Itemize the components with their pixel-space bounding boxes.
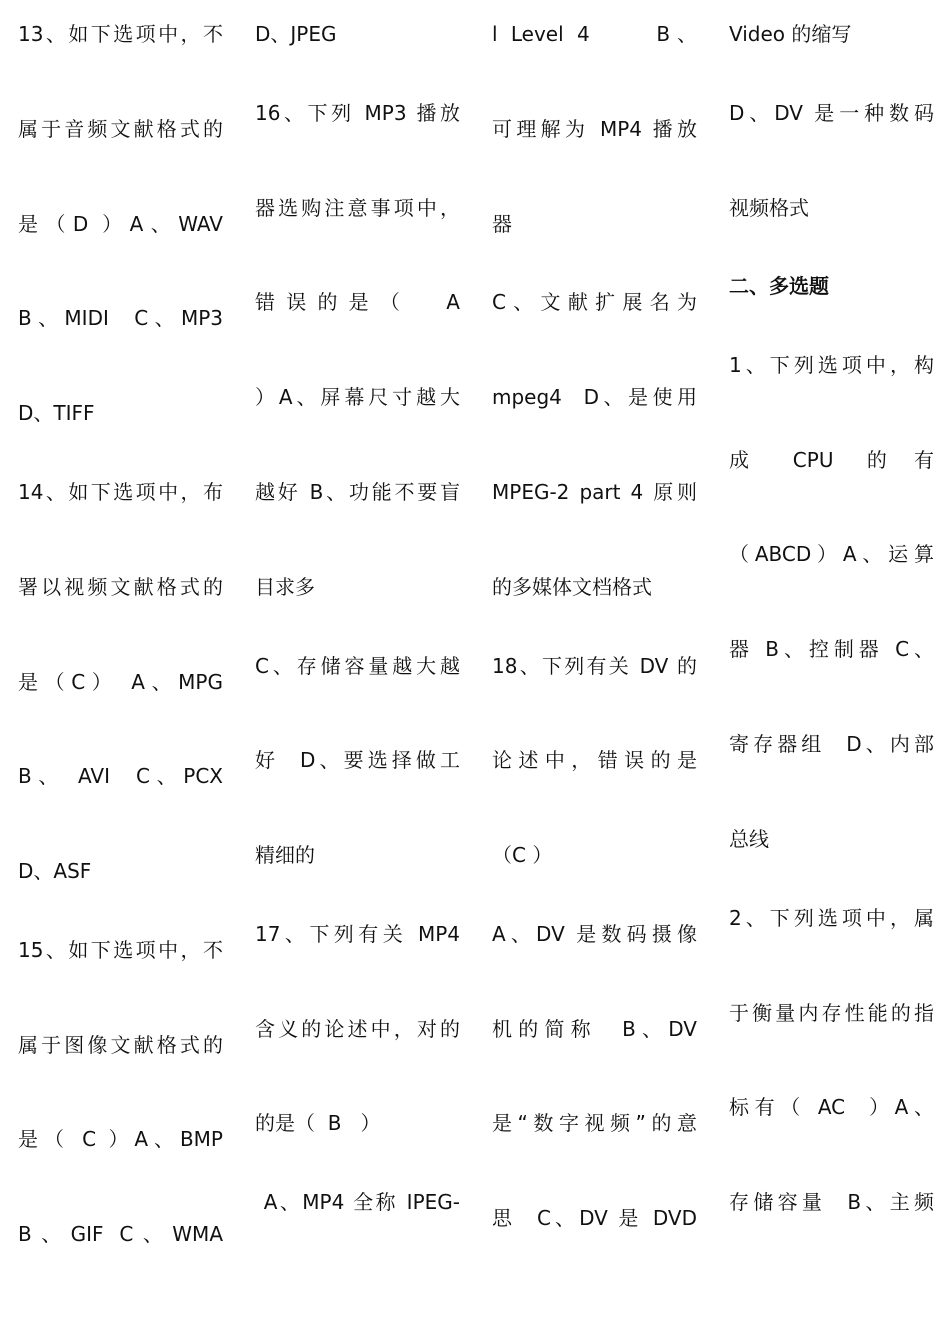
text-line: 机的简称 B、DV (492, 1017, 697, 1041)
text-line: 是（D ）A、WAV (18, 212, 223, 236)
text-line: （C ） (492, 843, 553, 867)
text-line: 可理解为 MP4 播放 (492, 117, 697, 141)
text-line: 思 C、DV 是 DVD (492, 1206, 697, 1230)
text-line: 是（ C ）A、BMP (18, 1127, 223, 1151)
text-line: ）A、屏幕尺寸越大 (255, 385, 460, 409)
text-line: 器 (492, 212, 512, 236)
text-line: MPEG-2 part 4 原则 (492, 480, 697, 504)
text-line: B、 AVI C、PCX (18, 764, 223, 788)
text-line: 于衡量内存性能的指 (729, 1001, 934, 1025)
text-line: 属于音频文献格式的 (18, 117, 223, 141)
text-line: 15、如下选项中，不 (18, 938, 223, 962)
text-line: C、存储容量越大越 (255, 654, 460, 678)
text-line: Video 的缩写 (729, 22, 852, 46)
text-line: 14、如下选项中，布 (18, 480, 223, 504)
text-line: 器选购注意事项中， (255, 196, 460, 220)
text-line: 存储容量 B、主频 (729, 1190, 934, 1214)
text-line: B、GIF C、WMA (18, 1222, 223, 1246)
text-line: A、MP4 全称 IPEG- (255, 1190, 460, 1214)
text-line: 精细的 (255, 843, 315, 867)
text-line: 18、下列有关 DV 的 (492, 654, 697, 678)
text-line: 属于图像文献格式的 (18, 1033, 223, 1057)
text-line: 视频格式 (729, 196, 809, 220)
section-heading: 二、多选题 (729, 274, 829, 298)
text-line: 总线 (729, 827, 769, 851)
text-line: 16、下列 MP3 播放 (255, 101, 460, 125)
text-line: D、ASF (18, 859, 92, 883)
text-line: 成 CPU 的 有 (729, 448, 934, 472)
text-line: l Level 4 B、 (492, 22, 697, 46)
text-line: 17、下列有关 MP4 (255, 922, 460, 946)
text-line: 论述中，错误的是 (492, 748, 697, 772)
text-line: D、TIFF (18, 401, 95, 425)
text-line: 是（C） A、MPG (18, 670, 223, 694)
text-line: 是“数字视频”的意 (492, 1111, 697, 1135)
text-line: 含义的论述中，对的 (255, 1017, 460, 1041)
text-line: mpeg4 D、是使用 (492, 385, 697, 409)
text-line: 目求多 (255, 575, 315, 599)
text-line: 署以视频文献格式的 (18, 575, 223, 599)
text-line: 错误的是（ A (255, 290, 460, 314)
text-line: 标有（ AC ）A、 (729, 1095, 934, 1119)
text-line: 好 D、要选择做工 (255, 748, 460, 772)
text-line: D、JPEG (255, 22, 337, 46)
text-line: 2、下列选项中，属 (729, 906, 934, 930)
text-line: B、MIDI C、MP3 (18, 306, 223, 330)
text-line: A、DV 是数码摄像 (492, 922, 697, 946)
text-line: 寄存器组 D、内部 (729, 732, 934, 756)
text-line: D、DV 是一种数码 (729, 101, 934, 125)
text-line: 的多媒体文档格式 (492, 575, 652, 599)
text-line: 13、如下选项中，不 (18, 22, 223, 46)
text-line: 的是（ B ） (255, 1111, 381, 1135)
text-line: 1、下列选项中，构 (729, 353, 934, 377)
text-line: （ABCD）A、运算 (729, 542, 934, 566)
text-line: 器 B、控制器 C、 (729, 637, 934, 661)
text-line: 越好 B、功能不要盲 (255, 480, 460, 504)
text-line: C、文献扩展名为 (492, 290, 697, 314)
